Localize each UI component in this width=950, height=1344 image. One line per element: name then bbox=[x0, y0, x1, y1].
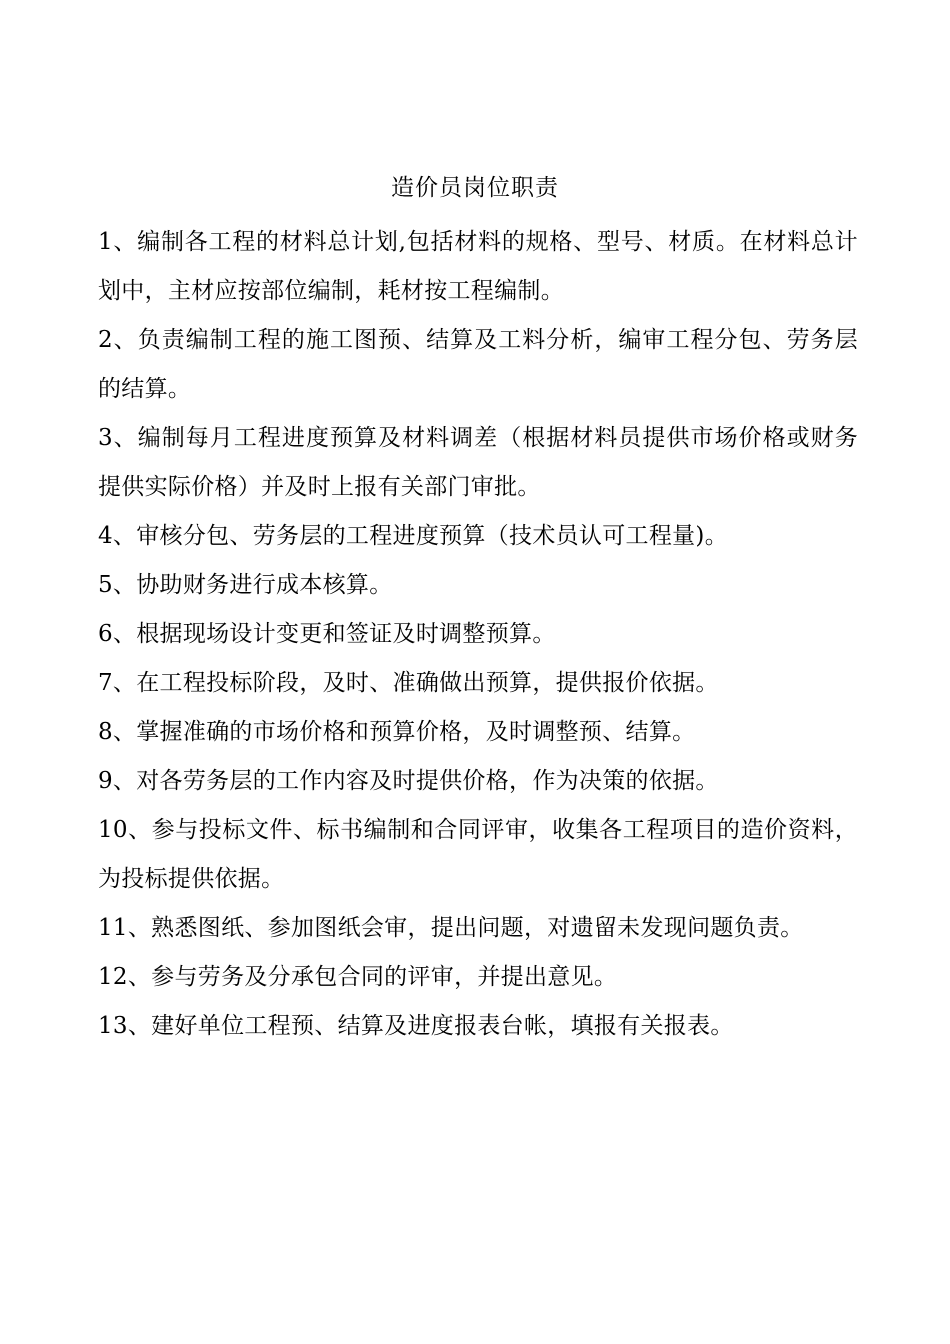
duty-list bbox=[98, 218, 858, 1051]
duty-item-1: 1、编制各工程的材料总计划,包括材料的规格、型号、材质。在材料总计划中，主材应按部位编制，耗材按工程编制。 bbox=[98, 229, 858, 304]
duty-item-10: 10、参与投标文件、标书编制和合同评审，收集各工程项目的造价资料，为投标提供依据。 bbox=[98, 817, 858, 892]
duty-item-12: 12、参与劳务及分承包合同的评审，并提出意见。 bbox=[98, 964, 618, 990]
duty-item-9: 9、对各劳务层的工作内容及时提供价格，作为决策的依据。 bbox=[98, 768, 719, 794]
duty-item-13: 13、建好单位工程预、结算及进度报表台帐，填报有关报表。 bbox=[98, 1013, 734, 1039]
duty-item-4: 4、审核分包、劳务层的工程进度预算（技术员认可工程量)。 bbox=[98, 523, 729, 549]
duty-item-3: 3、编制每月工程进度预算及材料调差（根据材料员提供市场价格或财务提供实际价格）并及时上报有关部门审批。 bbox=[98, 425, 858, 500]
duty-item-8: 8、掌握准确的市场价格和预算价格，及时调整预、结算。 bbox=[98, 719, 696, 745]
duty-item-11: 11、熟悉图纸、参加图纸会审，提出问题，对遗留未发现问题负责。 bbox=[98, 915, 804, 941]
page-title: 造价员岗位职责 bbox=[391, 175, 559, 201]
duty-item-2: 2、负责编制工程的施工图预、结算及工料分析，编审工程分包、劳务层的结算。 bbox=[98, 327, 858, 402]
duty-item-5: 5、协助财务进行成本核算。 bbox=[98, 572, 393, 598]
duty-item-6: 6、根据现场设计变更和签证及时调整预算。 bbox=[98, 621, 556, 647]
duty-item-7: 7、在工程投标阶段，及时、准确做出预算，提供报价依据。 bbox=[98, 670, 719, 696]
